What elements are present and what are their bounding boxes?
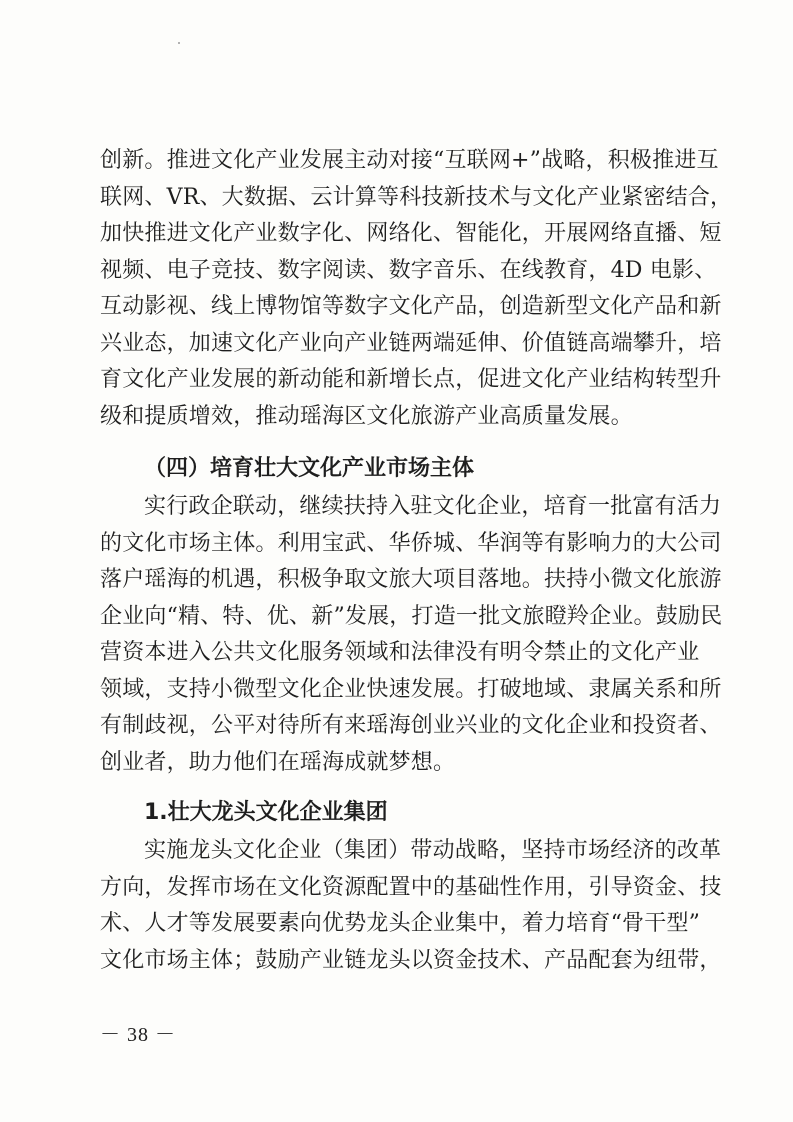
text-line: 兴业态，加速文化产业向产业链两端延伸、价值链高端攀升，培 xyxy=(100,330,722,356)
paragraph-leading-enterprises xyxy=(100,833,722,979)
text-line: 视频、电子竞技、数字阅读、数字音乐、在线教育，4D 电影、 xyxy=(100,257,717,283)
text-line: 落户瑶海的机遇，积极争取文旅大项目落地。扶持小微文化旅游 xyxy=(100,567,722,592)
text-line: 实行政企联动，继续扶持入驻文化企业，培育一批富有活力 xyxy=(144,494,722,519)
text-line: 文化市场主体；鼓励产业链龙头以资金技术、产品配套为纽带， xyxy=(100,947,722,973)
paragraph-market-entities xyxy=(100,489,723,781)
text-line: 联网、VR、大数据、云计算等科技新技术与文化产业紧密结合， xyxy=(100,184,733,210)
text-line: 企业向“精、特、优、新”发展，打造一批文旅瞪羚企业。鼓励民 xyxy=(100,603,723,629)
text-line: 创新。推进文化产业发展主动对接“互联网+”战略，积极推进互 xyxy=(100,148,719,173)
page-number: － 38 － xyxy=(100,1024,176,1046)
scan-speck xyxy=(178,42,180,44)
text-line: 方向，发挥市场在文化资源配置中的基础性作用，引导资金、技 xyxy=(100,874,722,900)
text-line: 的文化市场主体。利用宝武、华侨城、华润等有影响力的大公司 xyxy=(100,530,722,556)
text-line: 领域，支持小微型文化企业快速发展。打破地域、隶属关系和所 xyxy=(100,676,722,702)
text-line: 有制歧视，公平对待所有来瑶海创业兴业的文化企业和投资者、 xyxy=(100,713,722,738)
text-line: 创业者，助力他们在瑶海成就梦想。 xyxy=(100,749,456,775)
paragraph-digital-culture xyxy=(100,143,733,435)
text-line: 育文化产业发展的新动能和新增长点，促进文化产业结构转型升 xyxy=(100,367,722,392)
text-line: 实施龙头文化企业（集团）带动战略，坚持市场经济的改革 xyxy=(144,838,722,863)
text-line: 级和提质增效，推动瑶海区文化旅游产业高质量发展。 xyxy=(100,403,633,429)
section-heading: （四）培育壮大文化产业市场主体 xyxy=(144,456,475,481)
text-line: 术、人才等发展要素向优势龙头企业集中，着力培育“骨干型” xyxy=(100,911,701,936)
text-line: 加快推进文化产业数字化、网络化、智能化，开展网络直播、短 xyxy=(100,221,722,246)
subsection-heading: 1.壮大龙头文化企业集团 xyxy=(144,800,388,825)
text-line: 互动影视、线上博物馆等数字文化产品，创造新型文化产品和新 xyxy=(100,294,722,319)
text-line: 营资本进入公共文化服务领域和法律没有明令禁止的文化产业 xyxy=(100,640,700,665)
